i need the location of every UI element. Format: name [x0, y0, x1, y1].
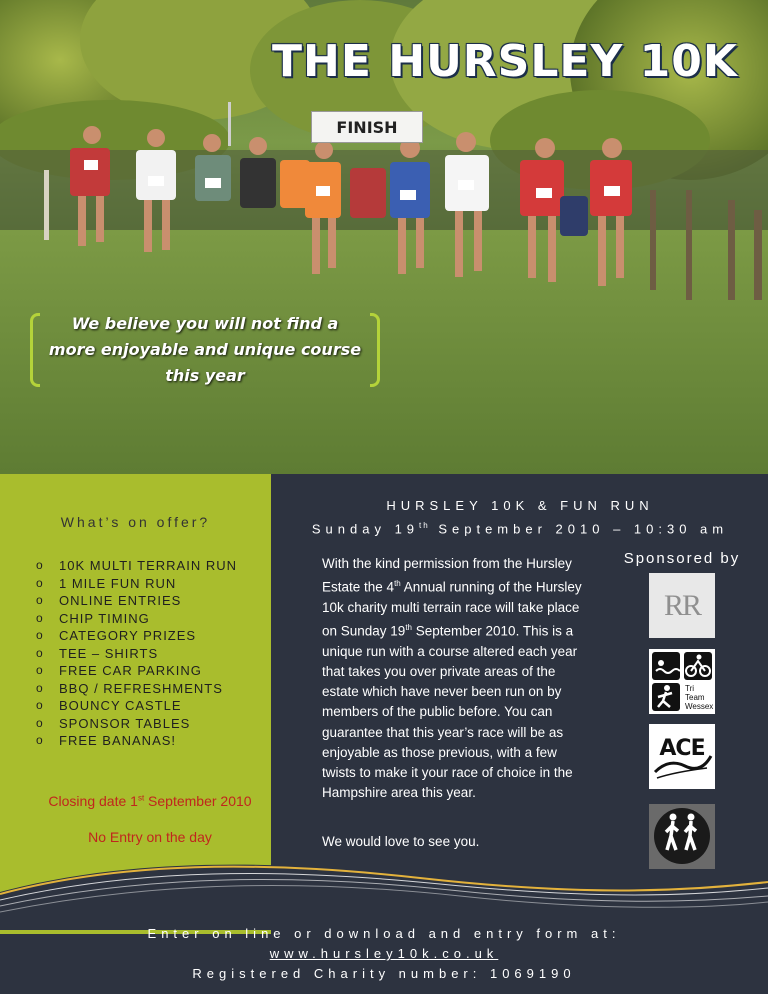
bullet-icon: o	[36, 628, 44, 642]
offer-item-label: BOUNCY CASTLE	[59, 698, 182, 713]
team-logo-text: Team	[685, 693, 705, 702]
event-date	[300, 516, 740, 539]
ace-logo-text: ACE	[659, 736, 705, 761]
event-date-ordinal: th	[419, 521, 430, 530]
bullet-icon: o	[36, 645, 44, 660]
closing-date-prefix: Closing date 1	[48, 793, 138, 809]
bullet-icon: o	[36, 715, 44, 730]
list-item	[36, 645, 237, 663]
charity-number: Registered Charity number: 1069190	[192, 966, 576, 981]
bullet-icon: o	[36, 575, 44, 590]
wessex-logo-text: Wessex	[685, 702, 714, 711]
closing-message: We would love to see you.	[322, 834, 480, 849]
offer-item-label: SPONSOR TABLES	[59, 715, 191, 731]
list-item	[36, 592, 237, 610]
bullet-icon: o	[36, 558, 44, 572]
offer-item-label: ONLINE ENTRIES	[59, 593, 182, 608]
bullet-icon: o	[36, 610, 44, 625]
offer-item-label: 10K MULTI TERRAIN RUN	[59, 558, 237, 573]
rr-sponsor-logo	[649, 573, 715, 638]
description-ordinal-2: th	[405, 623, 412, 633]
list-item	[36, 715, 237, 733]
ace-logo-script-mark	[649, 724, 715, 789]
details-section	[0, 474, 768, 994]
list-item	[36, 732, 237, 750]
rr-logo-text: RR	[663, 588, 701, 622]
description-part-2: Annual running of the Hursley 10k charity multi terrain race will take place on Sunday 19	[322, 579, 582, 639]
offer-item-label: BBQ / REFRESHMENTS	[59, 680, 223, 696]
list-item	[36, 575, 237, 593]
bullet-icon: o	[36, 733, 44, 747]
list-item	[36, 680, 237, 698]
list-item	[36, 662, 237, 680]
left-bracket-decoration	[30, 313, 40, 387]
offer-list	[36, 557, 237, 750]
sponsors-heading: Sponsored by	[623, 550, 741, 567]
page-title: THE HURSLEY 10K	[272, 36, 738, 87]
description-part-3: September 2010. This is a unique run with a course altered each year that takes you over private areas of the estate which have never been run on by members of the public before. You can guarantee that this year’s race will be as enjoyable as those previous, with a few twists to make it your race of choice in the Hampshire area this year.	[322, 623, 578, 801]
bullet-icon: o	[36, 593, 44, 607]
offer-heading: What’s on offer?	[60, 514, 211, 530]
list-item	[36, 627, 237, 645]
tri-logo-text: Tri	[685, 684, 695, 693]
list-item	[36, 610, 237, 628]
event-date-prefix: Sunday 19	[311, 521, 420, 537]
tagline-text: We believe you will not find a more enjoyable and unique course this year	[48, 314, 362, 385]
description-part-1: With the kind permission from the Hursley Estate the 4	[322, 556, 572, 595]
hero-photo	[0, 0, 768, 474]
event-description	[322, 554, 587, 803]
description-ordinal-1: th	[394, 579, 401, 589]
no-entry-notice: No Entry on the day	[88, 829, 212, 845]
offer-item-label: FREE CAR PARKING	[59, 663, 202, 678]
closing-date-suffix: September 2010	[144, 793, 252, 809]
event-heading: HURSLEY 10K & FUN RUN	[386, 498, 654, 513]
tri-team-wessex-logo	[649, 649, 715, 714]
event-date-suffix: September 2010 – 10:30 am	[429, 521, 729, 537]
bullet-icon: o	[36, 698, 44, 712]
closing-date	[0, 793, 300, 809]
offer-item-label: 1 MILE FUN RUN	[59, 575, 177, 591]
bullet-icon: o	[36, 663, 44, 677]
decorative-swoosh	[0, 850, 768, 930]
list-item	[36, 697, 237, 715]
tagline-callout	[30, 313, 380, 387]
offer-item-label: CATEGORY PRIZES	[59, 628, 197, 643]
ace-lifeaway-logo	[649, 724, 715, 789]
offer-item-label: CHIP TIMING	[59, 610, 150, 626]
finish-sign: FINISH	[311, 111, 423, 143]
closing-date-ordinal: st	[137, 793, 145, 803]
website-link[interactable]: www.hursley10k.co.uk	[269, 946, 499, 961]
footer	[0, 924, 768, 984]
offer-item-label: FREE BANANAS!	[59, 733, 177, 748]
bullet-icon: o	[36, 680, 44, 695]
footer-entry-text: Enter on line or download and entry form at:	[147, 926, 621, 941]
offer-item-label: TEE – SHIRTS	[59, 645, 159, 661]
list-item	[36, 557, 237, 575]
right-bracket-decoration	[370, 313, 380, 387]
